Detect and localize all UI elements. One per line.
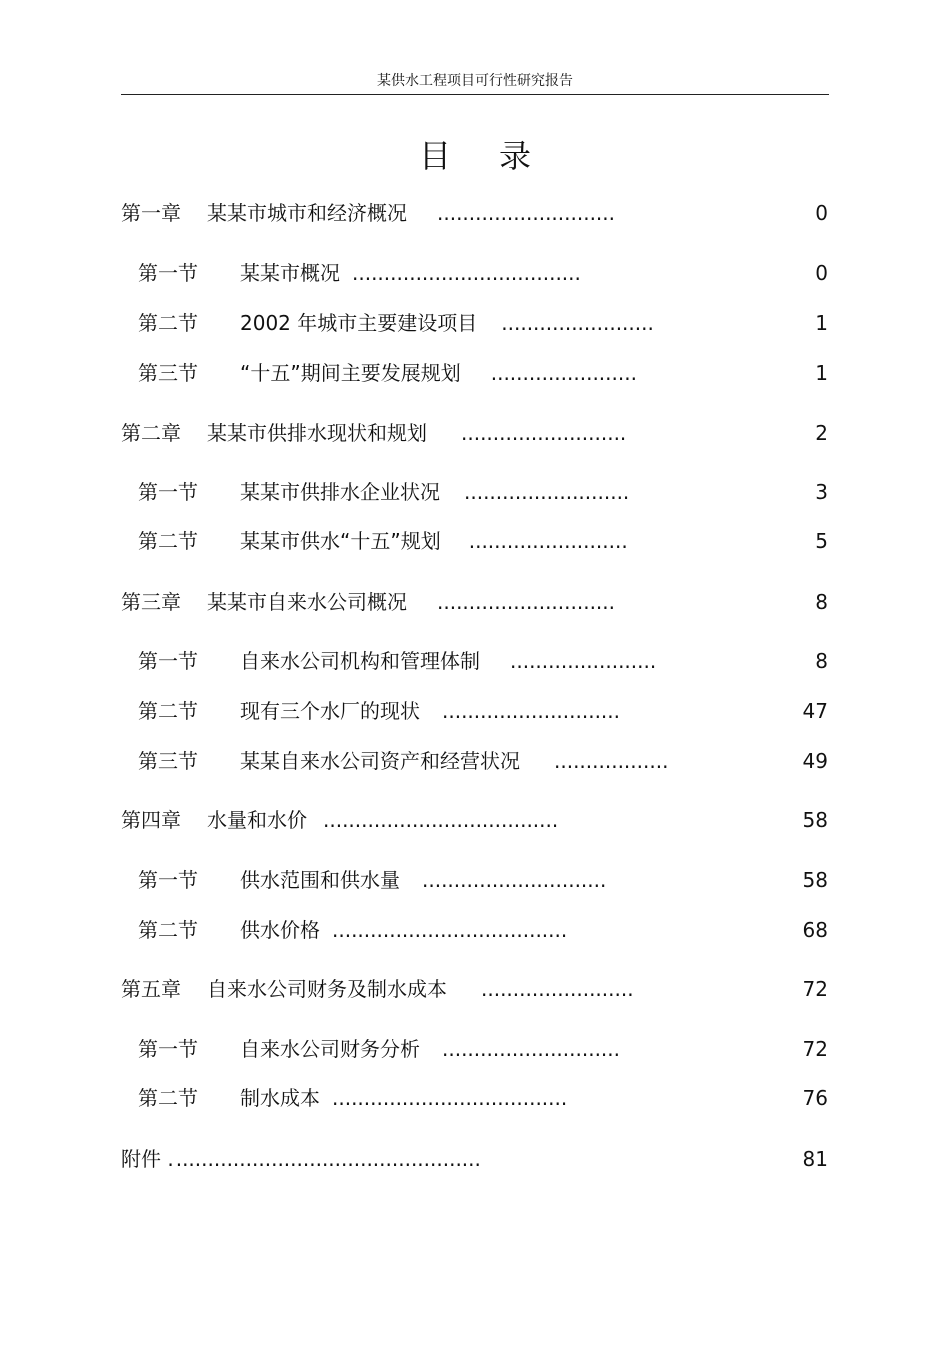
toc-entry-label: 第一节 — [138, 480, 198, 504]
toc-entry-label: 第二节 — [138, 918, 198, 942]
toc-entry-section[interactable] — [138, 308, 654, 338]
toc-leader-dots: ............................ — [442, 699, 621, 723]
toc-entry-appendix[interactable] — [121, 1144, 481, 1174]
toc-entry-label: 第一节 — [138, 261, 198, 285]
toc-entry-section[interactable] — [138, 1034, 620, 1064]
toc-entry-page[interactable]: 1 — [815, 361, 828, 385]
toc-entry-page[interactable]: 72 — [802, 977, 828, 1001]
toc-entry-label: 第五章 — [121, 977, 181, 1001]
toc-entry-chapter-1[interactable] — [121, 198, 615, 228]
toc-entry-label: 第三章 — [121, 590, 181, 614]
toc-entry-label: 第二章 — [121, 421, 181, 445]
toc-entry-chapter-2[interactable] — [121, 418, 626, 448]
toc-entry-section[interactable] — [138, 646, 656, 676]
toc-title: 目录 — [418, 137, 579, 175]
toc-leader-dots: ........................ — [501, 311, 654, 335]
toc-entry-section[interactable] — [138, 1083, 567, 1113]
toc-entry-page[interactable]: 47 — [802, 699, 828, 723]
toc-entry-text: 供水价格 — [240, 918, 320, 942]
toc-entry-page[interactable]: 0 — [815, 201, 828, 225]
toc-entry-section[interactable] — [138, 915, 567, 945]
toc-entry-label: 第二节 — [138, 1086, 198, 1110]
toc-entry-section[interactable] — [138, 746, 668, 776]
toc-entry-chapter-4[interactable] — [121, 805, 558, 835]
toc-leader-dots: ............................ — [437, 201, 616, 225]
toc-leader-dots: ............................ — [437, 590, 616, 614]
toc-entry-section[interactable] — [138, 477, 629, 507]
toc-entry-text: 自来水公司机构和管理体制 — [240, 649, 480, 673]
toc-leader-dots: ....................... — [490, 361, 637, 385]
toc-leader-dots: ....................... — [510, 649, 657, 673]
toc-entry-section[interactable] — [138, 358, 637, 388]
toc-entry-text: 自来水公司财务及制水成本 — [207, 977, 447, 1001]
toc-entry-label: 第四章 — [121, 808, 181, 832]
toc-entry-text: 某某市供水“十五”规划 — [240, 529, 441, 553]
toc-entry-text: 某某自来水公司资产和经营状况 — [240, 749, 520, 773]
toc-entry-text: 水量和水价 — [207, 808, 307, 832]
toc-leader-dots: .................. — [554, 749, 669, 773]
toc-leader-dots: .......................... — [461, 421, 627, 445]
toc-leader-dots: .......................... — [464, 480, 630, 504]
toc-entry-page[interactable]: 58 — [802, 808, 828, 832]
toc-entry-text: 现有三个水厂的现状 — [240, 699, 420, 723]
toc-entry-label: 第一节 — [138, 1037, 198, 1061]
toc-entry-page[interactable]: 58 — [802, 868, 828, 892]
toc-entry-section[interactable] — [138, 526, 628, 556]
toc-entry-section[interactable] — [138, 696, 620, 726]
toc-entry-page[interactable]: 49 — [802, 749, 828, 773]
toc-leader-dots: ......................... — [468, 529, 628, 553]
toc-entry-text: 自来水公司财务分析 — [240, 1037, 420, 1061]
toc-leader-dots: ............................ — [442, 1037, 621, 1061]
toc-leader-dots: ........................ — [481, 977, 634, 1001]
toc-leader-dots: ................................................ — [175, 1147, 481, 1171]
toc-entry-text: “十五”期间主要发展规划 — [240, 361, 461, 385]
toc-entry-text: 某某市自来水公司概况 — [207, 590, 407, 614]
toc-entry-section[interactable] — [138, 258, 581, 288]
toc-entry-text: 某某市城市和经济概况 — [207, 201, 407, 225]
toc-leader-dots: ............................. — [422, 868, 607, 892]
toc-entry-page[interactable]: 72 — [802, 1037, 828, 1061]
toc-leader-dots: ..................................... — [332, 1086, 568, 1110]
toc-leader-dots: .................................... — [352, 261, 581, 285]
toc-entry-page[interactable]: 76 — [802, 1086, 828, 1110]
toc-entry-page[interactable]: 3 — [815, 480, 828, 504]
toc-entry-page[interactable]: 5 — [815, 529, 828, 553]
toc-leader-dots: ..................................... — [332, 918, 568, 942]
toc-entry-label: 第一章 — [121, 201, 181, 225]
toc-entry-page[interactable]: 81 — [802, 1147, 828, 1171]
toc-entry-label: 第三节 — [138, 361, 198, 385]
toc-leader-dots: ..................................... — [323, 808, 559, 832]
toc-entry-text: 附件 . — [121, 1147, 174, 1171]
toc-entry-text: 某某市概况 — [240, 261, 340, 285]
toc-entry-label: 第二节 — [138, 529, 198, 553]
toc-entry-page[interactable]: 0 — [815, 261, 828, 285]
toc-entry-chapter-5[interactable] — [121, 974, 634, 1004]
toc-entry-page[interactable]: 8 — [815, 649, 828, 673]
toc-entry-label: 第一节 — [138, 649, 198, 673]
toc-entry-page[interactable]: 2 — [815, 421, 828, 445]
toc-entry-page[interactable]: 8 — [815, 590, 828, 614]
toc-entry-label: 第二节 — [138, 699, 198, 723]
toc-entry-text: 制水成本 — [240, 1086, 320, 1110]
page-header: 某供水工程项目可行性研究报告 — [121, 68, 829, 95]
toc-entry-text: 供水范围和供水量 — [240, 868, 400, 892]
toc-entry-text: 某某市供排水现状和规划 — [207, 421, 427, 445]
toc-entry-text: 2002 年城市主要建设项目 — [240, 311, 478, 335]
toc-entry-section[interactable] — [138, 865, 606, 895]
toc-entry-page[interactable]: 1 — [815, 311, 828, 335]
toc-entry-text: 某某市供排水企业状况 — [240, 480, 440, 504]
toc-entry-chapter-3[interactable] — [121, 587, 615, 617]
toc-entry-label: 第三节 — [138, 749, 198, 773]
toc-entry-label: 第二节 — [138, 311, 198, 335]
toc-entry-label: 第一节 — [138, 868, 198, 892]
toc-entry-page[interactable]: 68 — [802, 918, 828, 942]
